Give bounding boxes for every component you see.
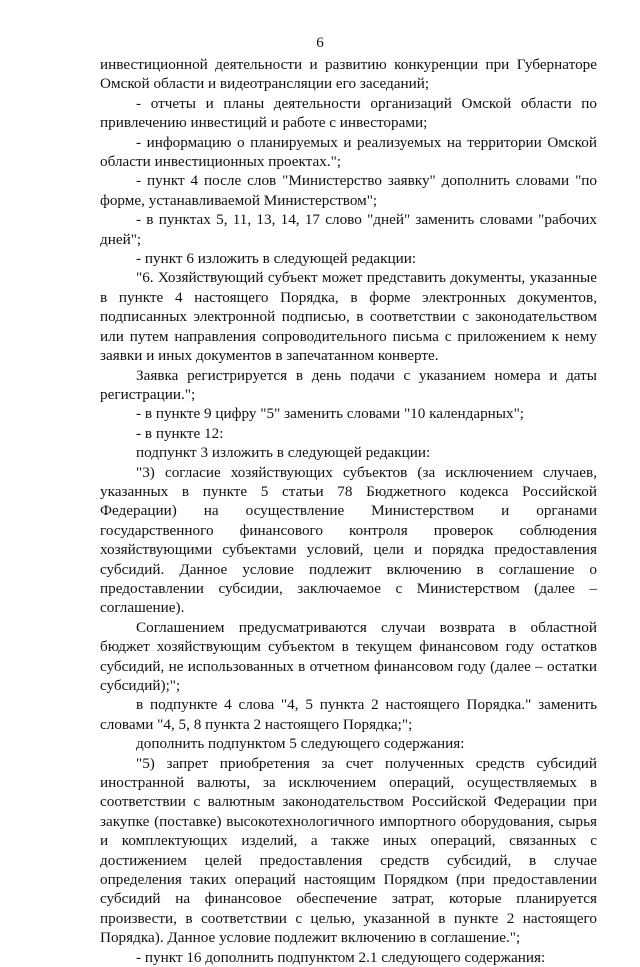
paragraph: дополнить подпунктом 5 следующего содержания: — [136, 735, 465, 753]
paragraph: подпункт 3 изложить в следующей редакции: — [136, 444, 431, 462]
paragraph: в подпункте 4 слова "4, 5 пункта 2 настоящего Порядка." заменить словами "4, 5, 8 пункта 2 настоящего Порядка;"; — [100, 696, 597, 733]
paragraph: "5) запрет приобретения за счет полученных средств субсидий иностранной валюты, за исключением операций, осуществляемых в соответствии с валютным законодательством Российской Федерации при закупке (поставке) высокотехнологичного импортного оборудования, сырья и комплектующих изделий, а также иных операций, связанных с достижением целей предоставления средств субсидий, в случае определения таких операций настоящим Порядком (при предоставлении субсидий на финансовое обеспечение затрат, которые планируется произвести, в соответствии с целью, указанной в пункте 2 настоящего Порядка). Данное условие подлежит включению в соглашение."; — [100, 754, 597, 947]
paragraph: Соглашением предусматриваются случаи возврата в областной бюджет хозяйствующим субъектом в текущем финансовом году остатков субсидий, не использованных в отчетном финансовом году (далее – остатки субсидий);"; — [100, 618, 597, 694]
paragraph: - отчеты и планы деятельности организаций Омской области по привлечению инвестиций и работе с инвесторами; — [100, 94, 597, 132]
page-number: 6 — [316, 35, 324, 51]
paragraph: - пункт 4 после слов "Министерство заявку" дополнить словами "по форме, устанавливаемой Министерством"; — [100, 172, 597, 209]
paragraph: - информацию о планируемых и реализуемых на территории Омской области инвестиционных проектах."; — [100, 133, 597, 171]
paragraph: - в пунктах 5, 11, 13, 14, 17 слово "дней" заменить словами "рабочих дней"; — [100, 211, 597, 248]
paragraph: - пункт 16 дополнить подпунктом 2.1 следующего содержания: — [136, 948, 546, 966]
document-body — [100, 55, 597, 967]
paragraph: - пункт 6 изложить в следующей редакции: — [136, 250, 417, 268]
paragraph: "6. Хозяйствующий субъект может представить документы, указанные в пункте 4 настоящего Порядка, в форме электронных документов, подписанных электронной подписью, в соответствии с законодательством или путем направления сопроводительного письма с приложением к нему заявки и иных документов в запечатанном конверте. — [100, 269, 597, 365]
paragraph: инвестиционной деятельности и развитию конкуренции при Губернаторе Омской области и видеотрансляции его заседаний; — [100, 56, 597, 93]
paragraph: Заявка регистрируется в день подачи с указанием номера и даты регистрации."; — [100, 366, 597, 403]
paragraph: "3) согласие хозяйствующих субъектов (за исключением случаев, указанных в пункте 5 статьи 78 Бюджетного кодекса Российской Федерации) на осуществление Министерством и органами государственного финансового контроля проверок соблюдения хозяйствующими субъектами условий, цели и порядка предоставления субсидий. Данное условие подлежит включению в соглашение о предоставлении субсидии, заключаемое с Министерством (далее – соглашение). — [100, 463, 597, 617]
paragraph: - в пункте 9 цифру "5" заменить словами "10 календарных"; — [136, 405, 525, 423]
paragraph: - в пункте 12: — [136, 424, 224, 442]
